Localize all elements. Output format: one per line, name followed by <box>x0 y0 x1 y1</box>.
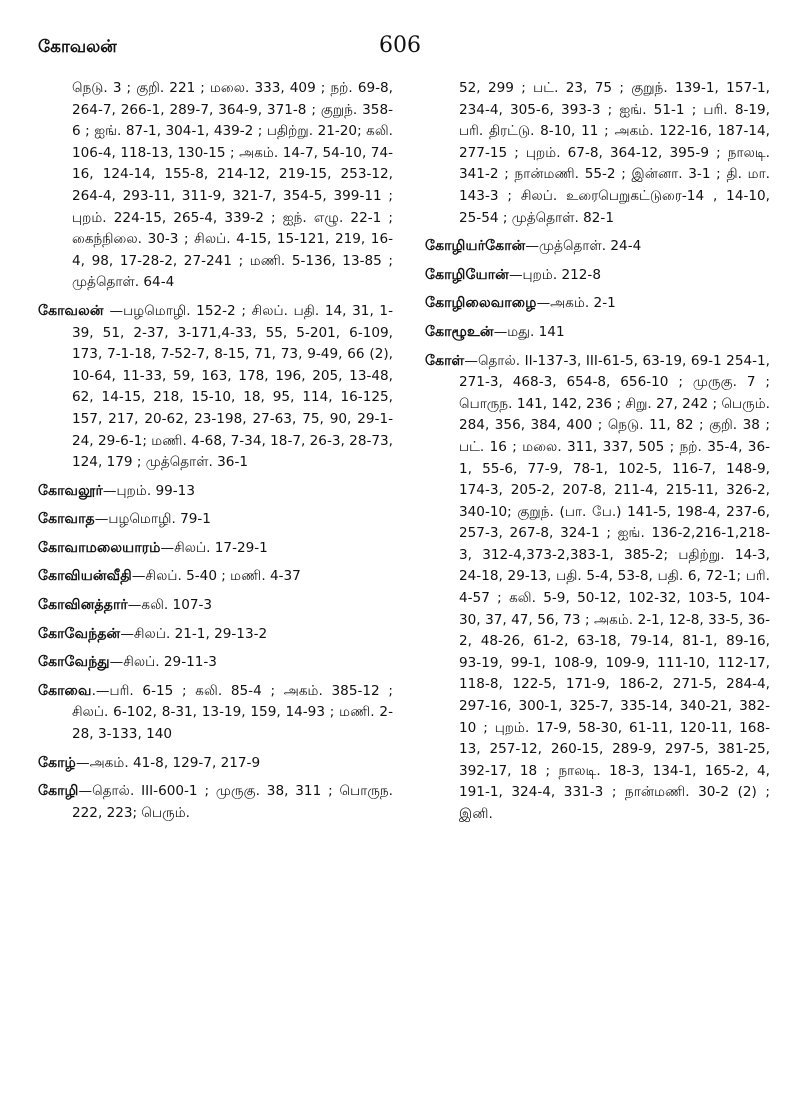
index-entry <box>38 595 393 617</box>
index-entry <box>38 652 393 674</box>
entry-references: 52, 299 ; பட். 23, 75 ; குறுந். 139-1, 157-1, 234-4, 305-6, 393-3 ; ஐங். 51-1 ; பரி. 8-19, பரி. திரட்டு. 8-10, 11 ; அகம். 122-16, 187-14, 277-15 ; புறம். 67-8, 364-12, 395-9 ; நாலடி. 341-2 ; நான்மணி. 55-2 ; இன்னா. 3-1 ; தி. மா. 143-3 ; சிலப். உரைபெறுகட்டுரை-14 , 14-10, 25-54 ; முத்தொள். 82-1 <box>459 80 770 226</box>
entry-references: நெடு. 3 ; குறி. 221 ; மலை. 333, 409 ; நற். 69-8, 264-7, 266-1, 289-7, 364-9, 371-8 ; குறுந். 358-6 ; ஐங். 87-1, 304-1, 439-2 ; பதிற்று. 21-20; கலி. 106-4, 118-13, 130-15 ; அகம். 14-7, 54-10, 74-16, 124-14, 155-8, 214-12, 219-15, 253-12, 264-4, 293-11, 311-9, 321-7, 354-5, 399-11 ; புறம். 224-15, 265-4, 339-2 ; ஐந். எழு. 22-1 ; கைந்நிலை. 30-3 ; சிலப். 4-15, 15-121, 219, 16-4, 98, 17-28-2, 27-241 ; மணி. 5-136, 13-85 ; முத்தொள். 64-4 <box>72 80 393 291</box>
entry-headword: கோவேந்து <box>38 654 110 671</box>
index-entry <box>38 481 393 503</box>
entry-references: —அகம். 41-8, 129-7, 217-9 <box>75 754 261 771</box>
index-entry <box>38 301 393 474</box>
entry-headword: கோவலன் <box>38 302 104 319</box>
entry-references: —பழமொழி. 152-2 ; சிலப். பதி. 14, 31, 1-39, 51, 2-37, 3-171,4-33, 55, 5-201, 6-109, 173, 7-1-18, 7-52-7, 8-15, 71, 73, 9-49, 66 (2), 10-64, 11-33, 59, 163, 178, 196, 205, 13-48, 62, 14-15, 218, 15-10, 18, 95, 114, 16-125, 157, 217, 20-62, 23-198, 27-63, 75, 90, 29-1-24, 29-6-1; மணி. 4-68, 7-34, 18-7, 26-3, 28-73, 124, 179 ; முத்தொள். 36-1 <box>72 302 393 471</box>
index-entry <box>38 538 393 560</box>
entry-references: —சிலப். 5-40 ; மணி. 4-37 <box>131 568 301 585</box>
entry-references: —மது. 141 <box>493 323 565 340</box>
entry-headword: கோவினத்தார் <box>38 597 128 614</box>
index-entry <box>425 78 770 229</box>
entry-headword: கோவேந்தன் <box>38 625 121 642</box>
entry-headword: கோவலூர் <box>38 482 103 499</box>
entry-headword: கோள் <box>425 352 465 369</box>
page-number: 606 <box>379 33 421 58</box>
entry-references: —தொல். II-137-3, III-61-5, 63-19, 69-1 254-1, 271-3, 468-3, 654-8, 656-10 ; முருகு. 7 ; பொருந. 141, 142, 236 ; சிறு. 27, 242 ; பெரும். 284, 356, 384, 400 ; நெடு. 11, 82 ; குறி. 38 ; பட். 16 ; மலை. 311, 337, 505 ; நற். 35-4, 36-1, 55-6, 77-9, 78-1, 102-5, 116-7, 148-9, 174-3, 205-2, 207-8, 211-4, 215-11, 326-2, 340-10; குறுந். (பா. பே.) 141-5, 198-4, 237-6, 257-3, 267-8, 324-1 ; ஐங். 136-2,216-1,218-3, 312-4,373-2,383-1, 385-2; பதிற்று. 14-3, 24-18, 29-13, பதி. 5-4, 53-8, பதி. 6, 72-1; பரி. 4-57 ; கலி. 5-9, 50-12, 102-32, 103-5, 104-30, 37, 47, 56, 73 ; அகம். 2-1, 12-8, 33-5, 36-2, 48-26, 61-2, 63-18, 79-14, 81-1, 89-16, 93-19, 99-1, 108-9, 109-9, 111-10, 112-17, 118-8, 122-5, 171-9, 186-2, 271-5, 284-4, 297-16, 300-1, 325-7, 335-14, 340-21, 382-10 ; புறம். 17-9, 58-30, 61-11, 120-11, 168-13, 257-12, 260-15, 289-9, 297-5, 381-25, 392-17, 18 ; நாலடி. 18-3, 134-1, 165-2, 4, 191-1, 324-4, 331-3 ; நான்மணி. 30-2 (2) ; இனி. <box>459 352 770 822</box>
entry-headword: கோவாமலையாரம் <box>38 539 161 556</box>
entry-references: —அகம். 2-1 <box>536 295 616 312</box>
entry-headword: கோழிலைவாழை <box>425 295 537 312</box>
entry-headword: கோவியன்வீதி <box>38 568 132 585</box>
index-entry <box>425 351 770 826</box>
entry-references: —சிலப். 17-29-1 <box>160 539 268 556</box>
index-entry <box>38 624 393 646</box>
index-entry <box>38 566 393 588</box>
entry-references: —முத்தொள். 24-4 <box>525 238 642 255</box>
index-entry <box>38 781 393 824</box>
entry-references: —சிலப். 29-11-3 <box>109 654 217 671</box>
entry-references: —புறம். 99-13 <box>102 482 195 499</box>
entry-references: —சிலப். 21-1, 29-13-2 <box>120 625 268 642</box>
entry-references: —புறம். 212-8 <box>508 266 601 283</box>
index-entry <box>38 509 393 531</box>
index-entry <box>38 753 393 775</box>
index-entry <box>38 681 393 746</box>
index-entry <box>425 293 770 315</box>
index-entry <box>425 236 770 258</box>
index-entry <box>38 78 393 294</box>
index-entry <box>425 265 770 287</box>
entry-references: —பழமொழி. 79-1 <box>94 511 211 528</box>
entry-headword: கோவாத <box>38 511 95 528</box>
index-entry <box>425 322 770 344</box>
entry-references: —கலி. 107-3 <box>127 597 213 614</box>
entry-headword: கோழியர்கோன் <box>425 238 526 255</box>
entry-headword: கோவை <box>38 682 92 699</box>
entry-references: .—பரி. 6-15 ; கலி. 85-4 ; அகம். 385-12 ; சிலப். 6-102, 8-31, 13-19, 159, 14-93 ; மணி. 2-28, 3-133, 140 <box>72 682 393 743</box>
entry-headword: கோழூஉன் <box>425 323 494 340</box>
running-head: கோவலன் <box>38 37 117 57</box>
right-column <box>425 78 770 833</box>
entry-references: —தொல். III-600-1 ; முருகு. 38, 311 ; பொருந. 222, 223; பெரும். <box>72 783 393 821</box>
entry-headword: கோழி <box>38 783 79 800</box>
entry-headword: கோழியோன் <box>425 266 509 283</box>
left-column <box>38 78 393 831</box>
entry-headword: கோழ் <box>38 754 76 771</box>
